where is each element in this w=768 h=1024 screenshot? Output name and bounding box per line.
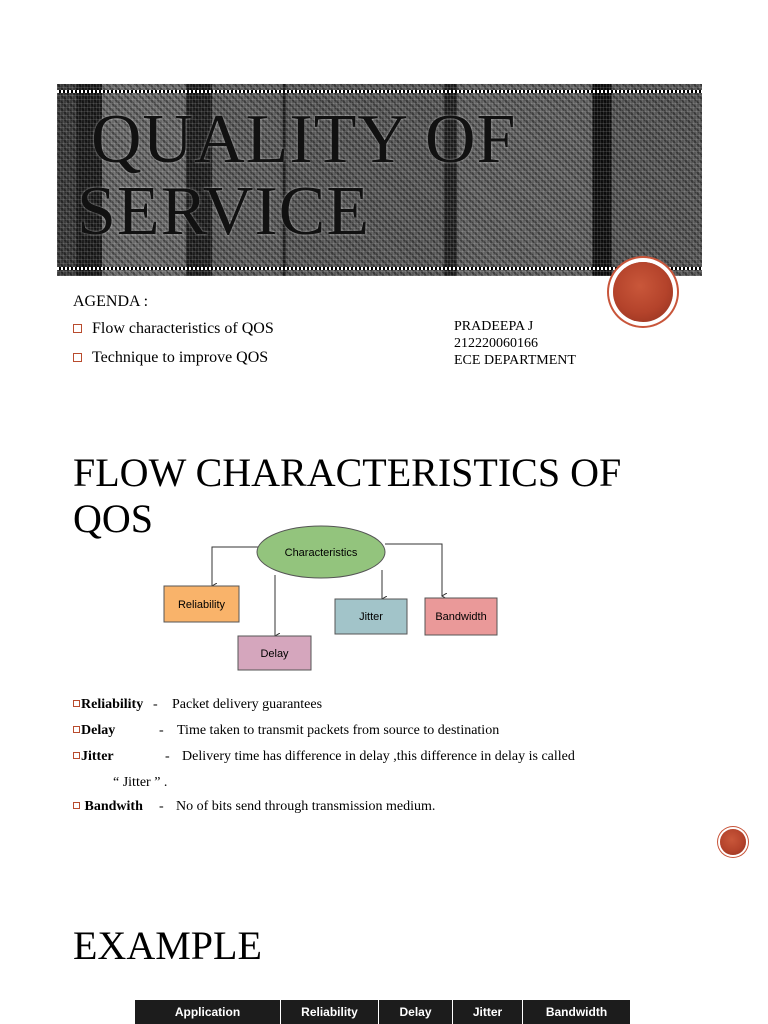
definition-separator: - [165,749,170,764]
node-jitter-label: Jitter [359,611,383,623]
definition-text: Packet delivery guarantees [172,697,323,712]
slide-title [77,101,677,250]
definition-text: No of bits send through transmission medium. [176,799,436,814]
agenda-item [73,349,274,378]
title-line-1: QUALITY OF [91,101,517,178]
table-header-jitter: Jitter [453,1000,523,1024]
node-characteristics-label: Characteristics [284,547,358,559]
node-reliability-label: Reliability [177,599,226,611]
banner-stripe-bottom [57,267,702,270]
definition-separator: - [159,723,164,738]
agenda-item-label: Flow characteristics of QOS [92,320,274,337]
banner-stripe-top [57,90,702,93]
agenda-item-label: Technique to improve QOS [92,349,269,366]
definition-row [73,749,575,775]
title-line-2: SERVICE [77,173,371,250]
definition-separator: - [159,799,164,814]
decorative-circle-icon [720,829,746,855]
characteristics-diagram [160,520,505,675]
square-bullet-icon [73,700,80,707]
agenda-label: AGENDA : [73,293,149,310]
square-bullet-icon [73,802,80,809]
definition-row [73,723,500,749]
definition-text: Delivery time has difference in delay ,this difference in delay is called [182,749,575,764]
agenda-list [73,320,274,378]
definitions-list [73,697,575,825]
jitter-continuation: “ Jitter ” . [113,775,168,790]
square-bullet-icon [73,324,82,333]
author-id: 212220060166 [454,336,538,351]
title-banner [57,84,702,276]
author-name: PRADEEPA J [454,319,534,334]
definition-row [73,697,323,723]
example-table-header [135,1000,630,1024]
table-header-delay: Delay [379,1000,453,1024]
edge-bandwidth [385,544,442,596]
node-bandwidth-label: Bandwidth [435,611,487,623]
decorative-circle-icon [613,262,673,322]
definition-text: Time taken to transmit packets from source to destination [177,723,500,738]
definition-term: Delay [81,723,116,738]
table-header-reliability: Reliability [281,1000,379,1024]
flow-title-line-2: QOS [73,496,154,541]
table-header-bandwidth: Bandwidth [545,1005,608,1019]
author-block [454,318,576,369]
definition-term: Reliability [81,697,144,712]
definition-term: Bandwith [84,799,143,814]
table-header-application: Application [135,1000,281,1024]
square-bullet-icon [73,726,80,733]
example-title: EXAMPLE [73,923,262,968]
definition-term: Jitter [81,749,114,764]
node-delay-label: Delay [260,648,289,660]
square-bullet-icon [73,752,80,759]
square-bullet-icon [73,353,82,362]
agenda-item [73,320,274,349]
flow-title-line-1: FLOW CHARACTERISTICS OF [73,450,622,495]
definition-separator: - [153,697,158,712]
edge-reliability [212,547,258,586]
author-department: ECE DEPARTMENT [454,353,576,368]
definition-row [73,799,436,825]
